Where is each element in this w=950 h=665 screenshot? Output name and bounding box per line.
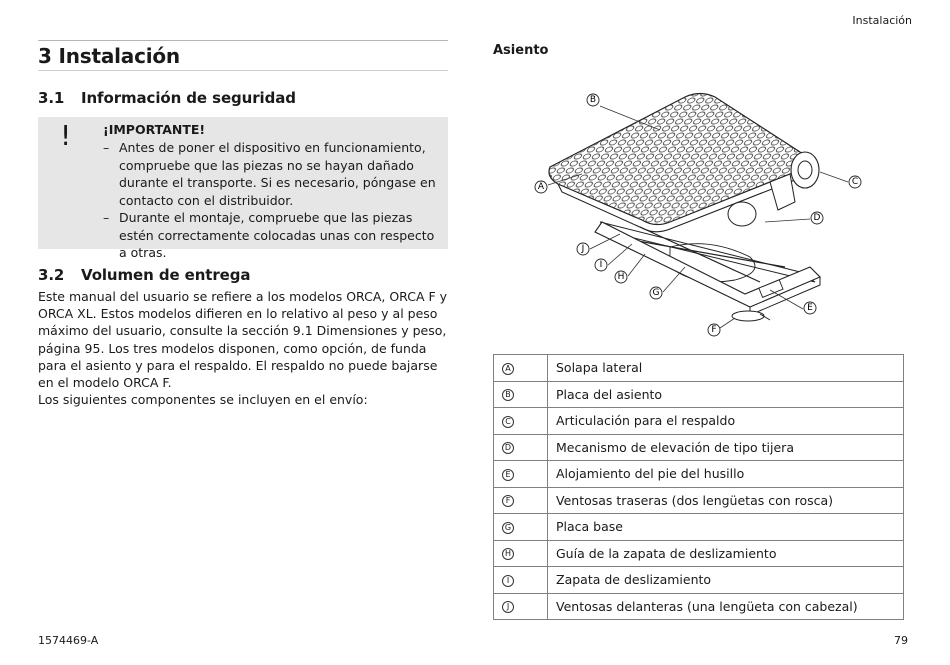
parts-table-row: [494, 355, 904, 382]
left-column: [38, 40, 448, 408]
important-item-text: Antes de poner el dispositivo en funcionamiento, compruebe que las piezas no se hayan dañado durante el transporte. Si es necesario, póngase en contacto con el distribuidor.: [119, 140, 436, 208]
scissor-mechanism-drawing: [600, 222, 815, 282]
part-letter-cell: [494, 461, 548, 488]
part-letter-cell: [494, 593, 548, 620]
callout-f: [708, 324, 720, 336]
part-letter-cell: [494, 408, 548, 435]
parts-table-row: [494, 593, 904, 620]
callout-d: [811, 212, 823, 224]
important-list: [103, 139, 443, 262]
callout-i: [595, 259, 607, 271]
part-description-cell: Ventosas traseras (dos lengüetas con rosca): [548, 487, 904, 514]
page-number: 79: [894, 634, 908, 647]
part-letter-badge: C: [502, 416, 514, 428]
part-letter-cell: [494, 540, 548, 567]
part-description-cell: Placa del asiento: [548, 381, 904, 408]
callout-c: [849, 176, 861, 188]
part-description-cell: Solapa lateral: [548, 355, 904, 382]
important-item: [103, 209, 443, 262]
part-description-cell: Ventosas delanteras (una lengüeta con cabezal): [548, 593, 904, 620]
section-heading-delivery: [38, 266, 448, 284]
callout-b: [587, 94, 599, 106]
callout-g-text: G: [652, 288, 660, 298]
delivery-paragraph-components: Los siguientes componentes se incluyen en el envío:: [38, 392, 368, 408]
part-letter-badge: B: [502, 389, 514, 401]
callout-g: [650, 287, 662, 299]
callout-i-text: I: [599, 260, 603, 270]
seat-illustration: [520, 62, 870, 347]
callout-c-text: C: [851, 177, 859, 187]
part-letter-badge: D: [502, 442, 514, 454]
section-number: 3.2: [38, 266, 65, 284]
seat-plate-drawing: [549, 94, 805, 232]
part-letter-cell: [494, 514, 548, 541]
callout-a: [535, 181, 547, 193]
important-item-text: Durante el montaje, compruebe que las piezas estén correctamente colocadas unas con respecto a otras.: [119, 210, 435, 260]
callout-b-text: B: [589, 95, 597, 105]
figure-heading: Asiento: [493, 43, 549, 58]
callout-a-text: A: [537, 182, 545, 192]
parts-table-row: [494, 381, 904, 408]
section-title-text: Volumen de entrega: [81, 266, 251, 284]
part-description-cell: Zapata de deslizamiento: [548, 567, 904, 594]
dash-bullet: –: [103, 210, 110, 225]
parts-table-row: [494, 540, 904, 567]
section-title-text: Información de seguridad: [81, 89, 296, 107]
dash-bullet: –: [103, 140, 110, 155]
part-letter-badge: F: [502, 495, 514, 507]
part-description-cell: Guía de la zapata de deslizamiento: [548, 540, 904, 567]
parts-table-row: [494, 461, 904, 488]
delivery-paragraph: Este manual del usuario se refiere a los modelos ORCA, ORCA F y ORCA XL. Estos modelos difieren en lo relativo al peso y al peso máximo del usuario, consulte la sección 9.1 Dimensiones y peso, página 95. Los tres modelos disponen, como opción, de funda para el asiento y para el respaldo. El respaldo no puede bajarse en el modelo ORCA F.: [38, 289, 448, 391]
important-notice-box: [38, 117, 448, 260]
callout-f-text: F: [711, 325, 717, 335]
part-letter-cell: [494, 567, 548, 594]
callout-h: [615, 271, 627, 283]
part-letter-badge: I: [502, 575, 514, 587]
section-heading-safety: [38, 89, 448, 107]
part-description-cell: Alojamiento del pie del husillo: [548, 461, 904, 488]
part-description-cell: Placa base: [548, 514, 904, 541]
chapter-title: 3 Instalación: [38, 44, 180, 68]
important-title: ¡IMPORTANTE!: [103, 122, 206, 137]
part-letter-badge: H: [502, 548, 514, 560]
part-letter-cell: [494, 355, 548, 382]
chapter-bottom-rule: [38, 70, 448, 71]
part-letter-badge: G: [502, 522, 514, 534]
callout-j-text: J: [581, 244, 585, 254]
running-header: Instalación: [852, 14, 912, 27]
document-number: 1574469-A: [38, 634, 99, 647]
callout-j: [577, 243, 589, 255]
part-description-cell: Articulación para el respaldo: [548, 408, 904, 435]
part-letter-badge: A: [502, 363, 514, 375]
part-letter-cell: [494, 434, 548, 461]
part-letter-badge: E: [502, 469, 514, 481]
callout-e-text: E: [807, 303, 813, 313]
parts-table-row: [494, 514, 904, 541]
part-description-cell: Mecanismo de elevación de tipo tijera: [548, 434, 904, 461]
exclamation-icon: !: [60, 119, 72, 152]
parts-table-row: [494, 408, 904, 435]
parts-table-body: [494, 355, 904, 620]
important-item: [103, 139, 443, 209]
part-letter-cell: [494, 381, 548, 408]
parts-table-row: [494, 567, 904, 594]
callout-d-text: D: [813, 213, 821, 223]
parts-table-row: [494, 487, 904, 514]
parts-table: [493, 354, 904, 620]
part-letter-badge: J: [502, 601, 514, 613]
callout-e: [804, 302, 816, 314]
right-column: [493, 40, 905, 58]
callout-h-text: H: [617, 272, 625, 282]
part-letter-cell: [494, 487, 548, 514]
section-number: 3.1: [38, 89, 65, 107]
parts-table-row: [494, 434, 904, 461]
